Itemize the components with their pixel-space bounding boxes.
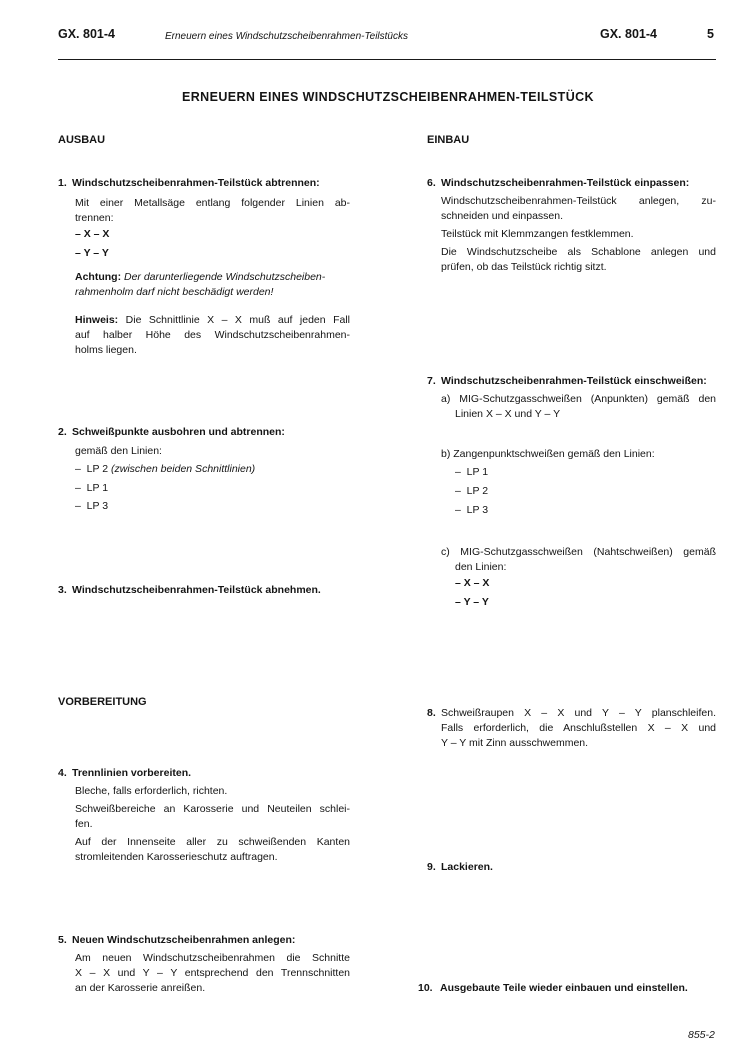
step-number: 9. bbox=[427, 861, 436, 873]
step-title: Ausgebaute Teile wieder einbauen und einstellen. bbox=[440, 982, 688, 994]
step-title: Trennlinien vorbereiten. bbox=[72, 767, 192, 779]
footer-page-code: 855-2 bbox=[688, 1029, 715, 1041]
step-number: 7. bbox=[427, 375, 436, 387]
warning-text: rahmenholm darf nicht beschädigt werden! bbox=[75, 286, 274, 298]
step-title: Windschutzscheibenrahmen-Teilstück abtrennen: bbox=[72, 177, 320, 189]
step-7a bbox=[441, 392, 716, 422]
text-line: Y – Y mit Zinn ausschwemmen. bbox=[441, 737, 589, 749]
text-line: Schweißbereiche an Karosserie und Neuteilen schlei- bbox=[75, 803, 350, 815]
document-title: ERNEUERN EINES WINDSCHUTZSCHEIBENRAHMEN-TEILSTÜCK bbox=[182, 90, 594, 104]
hint-text: auf halber Höhe des Windschutzscheibenrahmen- bbox=[75, 329, 350, 341]
step-8 bbox=[427, 706, 716, 751]
step-number: 4. bbox=[58, 767, 67, 779]
step-title: Schweißpunkte ausbohren und abtrennen: bbox=[72, 426, 285, 438]
line-lp2 bbox=[75, 462, 255, 477]
section-ausbau: AUSBAU bbox=[58, 134, 106, 146]
text-line: trennen: bbox=[75, 212, 114, 224]
step-7c bbox=[441, 545, 716, 575]
text-line: Am neuen Windschutzscheibenrahmen die Schnitte bbox=[75, 952, 350, 964]
hint-label: Hinweis: bbox=[75, 314, 119, 326]
step-number: 8. bbox=[427, 707, 436, 719]
text-line: Falls erforderlich, die Anschlußstellen X – X und bbox=[441, 722, 716, 734]
line-lp1: – LP 1 bbox=[455, 466, 489, 478]
line-lp2-note: (zwischen beiden Schnittlinien) bbox=[111, 463, 256, 475]
step-title: Lackieren. bbox=[441, 861, 493, 873]
step-number: 10. bbox=[418, 982, 433, 994]
line-lp2-label: – LP 2 bbox=[75, 463, 112, 475]
step-3-heading bbox=[58, 583, 321, 598]
step-2-heading bbox=[58, 425, 285, 440]
step-4-body bbox=[75, 784, 350, 865]
header-rule bbox=[58, 59, 716, 60]
line-lp2: – LP 2 bbox=[455, 485, 489, 497]
text-line: X – X und Y – Y entsprechend den Trennschnitten bbox=[75, 967, 350, 979]
line-lp1: – LP 1 bbox=[75, 482, 109, 494]
section-vorbereitung: VORBEREITUNG bbox=[58, 696, 147, 708]
step-10-heading bbox=[418, 981, 688, 996]
line-yy: – Y – Y bbox=[75, 247, 109, 259]
text-line: den Linien: bbox=[455, 561, 507, 573]
warning-text: Der darunterliegende Windschutzscheiben- bbox=[121, 271, 326, 283]
header-code-left: GX. 801-4 bbox=[58, 27, 115, 41]
text-line: Die Windschutzscheibe als Schablone anlegen und bbox=[441, 246, 716, 258]
header-title: Erneuern eines Windschutzscheibenrahmen-Teilstücks bbox=[165, 31, 408, 42]
line-yy: – Y – Y bbox=[455, 596, 489, 608]
step-number: 6. bbox=[427, 177, 436, 189]
step-title: Neuen Windschutzscheibenrahmen anlegen: bbox=[72, 934, 296, 946]
hint-text: Die Schnittlinie X – X muß auf jeden Fall bbox=[118, 314, 350, 326]
step-2-text: gemäß den Linien: bbox=[75, 445, 162, 457]
hint-note bbox=[75, 313, 350, 358]
text-line: Teilstück mit Klemmzangen festklemmen. bbox=[441, 228, 634, 240]
text-line: Linien X – X und Y – Y bbox=[455, 408, 561, 420]
hint-text: holms liegen. bbox=[75, 344, 137, 356]
step-5-body bbox=[75, 951, 350, 996]
step-1-body bbox=[75, 196, 350, 226]
section-einbau: EINBAU bbox=[427, 134, 470, 146]
header-code-right: GX. 801-4 bbox=[600, 27, 657, 41]
step-number: 5. bbox=[58, 934, 67, 946]
step-6-heading bbox=[427, 176, 689, 191]
step-4-heading bbox=[58, 766, 191, 781]
text-line: schneiden und einpassen. bbox=[441, 210, 564, 222]
step-number: 3. bbox=[58, 584, 67, 596]
text-line: Schweißraupen X – X und Y – Y planschleifen. bbox=[441, 707, 716, 719]
step-title: Windschutzscheibenrahmen-Teilstück einschweißen: bbox=[441, 375, 707, 387]
warning-label: Achtung: bbox=[75, 271, 122, 283]
step-1-heading bbox=[58, 176, 320, 191]
warning-note bbox=[75, 270, 350, 300]
text-line: Auf der Innenseite aller zu schweißenden Kanten bbox=[75, 836, 350, 848]
step-7-heading bbox=[427, 374, 707, 389]
text-line: fen. bbox=[75, 818, 93, 830]
step-9-heading bbox=[427, 860, 493, 875]
step-6-body bbox=[441, 194, 716, 275]
page-number: 5 bbox=[707, 27, 714, 41]
line-lp3: – LP 3 bbox=[75, 500, 109, 512]
step-title: Windschutzscheibenrahmen-Teilstück abnehmen. bbox=[72, 584, 321, 596]
text-line: prüfen, ob das Teilstück richtig sitzt. bbox=[441, 261, 607, 273]
line-xx: – X – X bbox=[455, 577, 490, 589]
text-line: Mit einer Metallsäge entlang folgender Linien ab- bbox=[75, 197, 350, 209]
text-line: an der Karosserie anreißen. bbox=[75, 982, 206, 994]
text-line: c) MIG-Schutzgasschweißen (Nahtschweißen) gemäß bbox=[441, 546, 716, 558]
text-line: Bleche, falls erforderlich, richten. bbox=[75, 785, 228, 797]
text-line: stromleitenden Karosserieschutz auftragen. bbox=[75, 851, 278, 863]
line-lp3: – LP 3 bbox=[455, 504, 489, 516]
text-line: Windschutzscheibenrahmen-Teilstück anlegen, zu- bbox=[441, 195, 716, 207]
step-number: 1. bbox=[58, 177, 67, 189]
text-line: a) MIG-Schutzgasschweißen (Anpunkten) gemäß den bbox=[441, 393, 716, 405]
step-7b: b) Zangenpunktschweißen gemäß den Linien: bbox=[441, 448, 655, 460]
line-xx: – X – X bbox=[75, 228, 110, 240]
step-title: Windschutzscheibenrahmen-Teilstück einpassen: bbox=[441, 177, 690, 189]
step-5-heading bbox=[58, 933, 295, 948]
step-number: 2. bbox=[58, 426, 67, 438]
